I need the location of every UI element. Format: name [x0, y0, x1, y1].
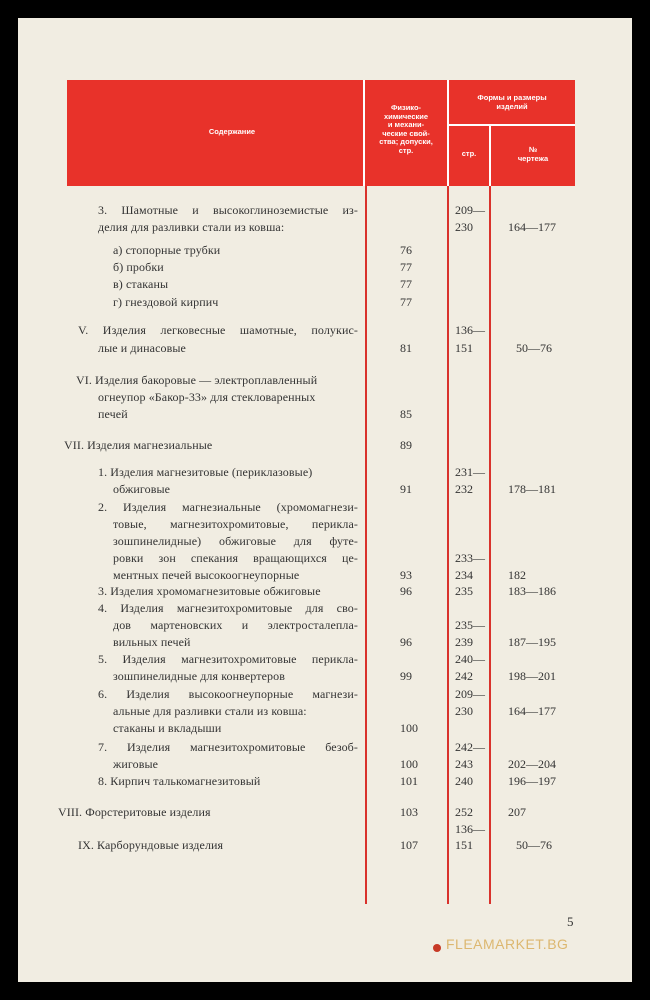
- row-properties-page: 89: [400, 438, 412, 452]
- row-properties-page: 81: [400, 341, 412, 355]
- row-text: лые и динасовые: [98, 341, 186, 355]
- row-text: делия для разливки стали из ковша:: [98, 220, 285, 234]
- row-drawing-number: 182: [508, 568, 526, 582]
- header-drawing-line: чертежа: [517, 153, 549, 163]
- row-text: 3. Изделия хромомагнезитовые обжиговые: [98, 584, 321, 598]
- row-text: 4. Изделия магнезитохромитовые для сво-: [98, 601, 358, 615]
- row-text: г) гнездовой кирпич: [113, 295, 219, 309]
- row-drawing-number: 207: [508, 805, 526, 819]
- header-properties-line: и механи-: [387, 120, 425, 129]
- row-properties-page: 93: [400, 568, 412, 582]
- row-form-page: 231—: [455, 465, 485, 479]
- row-drawing-number: 164—177: [508, 220, 556, 234]
- row-form-page: 252: [455, 805, 473, 819]
- header-properties-line: Физико-: [390, 103, 422, 112]
- row-properties-page: 77: [400, 295, 412, 309]
- row-text: зошпинелидные) обжиговые для футе-: [113, 534, 358, 548]
- column-line: [489, 186, 491, 904]
- row-form-page: 209—: [455, 687, 485, 701]
- row-form-page: 242—: [455, 740, 485, 754]
- row-drawing-number: 50—76: [516, 838, 552, 852]
- row-text: V. Изделия легковесные шамотные, полукис-: [78, 323, 358, 337]
- header-drawing-line: №: [528, 145, 538, 154]
- row-properties-page: 107: [400, 838, 418, 852]
- row-text: VI. Изделия бакоровые — электроплавленный: [76, 373, 318, 387]
- row-text: альные для разливки стали из ковша:: [113, 704, 307, 718]
- header-properties-line: химические: [383, 111, 429, 121]
- row-text: IX. Карборундовые изделия: [78, 838, 224, 852]
- row-drawing-number: 50—76: [516, 341, 552, 355]
- row-drawing-number: 183—186: [508, 584, 556, 598]
- row-drawing-number: 178—181: [508, 482, 556, 496]
- header-properties-line: ства; допуски,: [379, 137, 433, 146]
- row-form-page: 243: [455, 757, 473, 771]
- row-form-page: 230: [455, 704, 473, 718]
- row-properties-page: 100: [400, 757, 418, 771]
- header-forms-line: Формы и размеры: [477, 93, 547, 102]
- row-text: 3. Шамотные и высокоглиноземистые из-: [98, 203, 358, 217]
- row-text: 6. Изделия высокоогнеупорные магнези-: [98, 687, 358, 701]
- row-text: 2. Изделия магнезиальные (хромомагнези-: [98, 500, 358, 514]
- row-text: вильных печей: [113, 635, 191, 649]
- row-form-page: 151: [455, 838, 473, 852]
- row-form-page: 136—: [455, 323, 485, 337]
- row-drawing-number: 198—201: [508, 669, 556, 683]
- row-form-page: 151: [455, 341, 473, 355]
- row-text: VIII. Форстеритовые изделия: [58, 805, 211, 819]
- watermark: FLEAMARKET.BG: [446, 936, 569, 952]
- header-drawing-col: [491, 146, 575, 163]
- row-properties-page: 77: [400, 260, 412, 274]
- header-forms: [449, 94, 575, 111]
- row-form-page: 234: [455, 568, 473, 582]
- row-text: огнеупор «Бакор-33» для стекловаренных: [98, 390, 316, 404]
- header-forms-line: изделий: [496, 101, 528, 111]
- row-drawing-number: 164—177: [508, 704, 556, 718]
- row-text: 5. Изделия магнезитохромитовые перикла-: [98, 652, 358, 666]
- row-form-page: 235—: [455, 618, 485, 632]
- column-line: [447, 186, 449, 904]
- header-properties-line: ческие свой-: [382, 128, 430, 138]
- row-properties-page: 77: [400, 277, 412, 291]
- row-properties-page: 85: [400, 407, 412, 421]
- row-properties-page: 101: [400, 774, 418, 788]
- row-form-page: 209—: [455, 203, 485, 217]
- header-contents: Содержание: [208, 127, 256, 136]
- row-form-page: 239: [455, 635, 473, 649]
- row-text: зошпинелидные для конвертеров: [113, 669, 285, 683]
- row-properties-page: 76: [400, 243, 412, 257]
- header-divider: [447, 124, 575, 126]
- row-properties-page: 96: [400, 635, 412, 649]
- column-line: [365, 186, 367, 904]
- row-text: стаканы и вкладыши: [113, 721, 222, 735]
- row-text: товые, магнезитохромитовые, перикла-: [113, 517, 358, 531]
- row-text: б) пробки: [113, 260, 164, 274]
- row-form-page: 136—: [455, 822, 485, 836]
- watermark-logo-icon: [433, 944, 441, 952]
- row-text: жиговые: [113, 757, 159, 771]
- row-text: а) стопорные трубки: [113, 243, 221, 257]
- row-properties-page: 99: [400, 669, 412, 683]
- row-text: ментных печей высокоогнеупорные: [113, 568, 300, 582]
- row-form-page: 233—: [455, 551, 485, 565]
- header-page-col: стр.: [461, 149, 477, 158]
- row-properties-page: 91: [400, 482, 412, 496]
- table-header: [67, 80, 575, 186]
- row-form-page: 240—: [455, 652, 485, 666]
- row-form-page: 235: [455, 584, 473, 598]
- row-text: ровки зон спекания вращающихся це-: [113, 551, 358, 565]
- header-properties: [365, 104, 447, 155]
- row-form-page: 242: [455, 669, 473, 683]
- row-drawing-number: 187—195: [508, 635, 556, 649]
- row-properties-page: 103: [400, 805, 418, 819]
- row-form-page: 230: [455, 220, 473, 234]
- row-properties-page: 96: [400, 584, 412, 598]
- row-text: 8. Кирпич талькомагнезитовый: [98, 774, 261, 788]
- row-drawing-number: 196—197: [508, 774, 556, 788]
- row-form-page: 240: [455, 774, 473, 788]
- page-number: 5: [567, 914, 574, 929]
- row-text: 1. Изделия магнезитовые (периклазовые): [98, 465, 313, 479]
- row-form-page: 232: [455, 482, 473, 496]
- row-text: печей: [98, 407, 128, 421]
- row-drawing-number: 202—204: [508, 757, 556, 771]
- header-properties-line: стр.: [398, 145, 414, 155]
- row-text: обжиговые: [113, 482, 171, 496]
- row-text: в) стаканы: [113, 277, 169, 291]
- row-text: VII. Изделия магнезиальные: [64, 438, 213, 452]
- row-text: дов мартеновских и электросталепла-: [113, 618, 358, 632]
- row-properties-page: 100: [400, 721, 418, 735]
- row-text: 7. Изделия магнезитохромитовые безоб-: [98, 740, 358, 754]
